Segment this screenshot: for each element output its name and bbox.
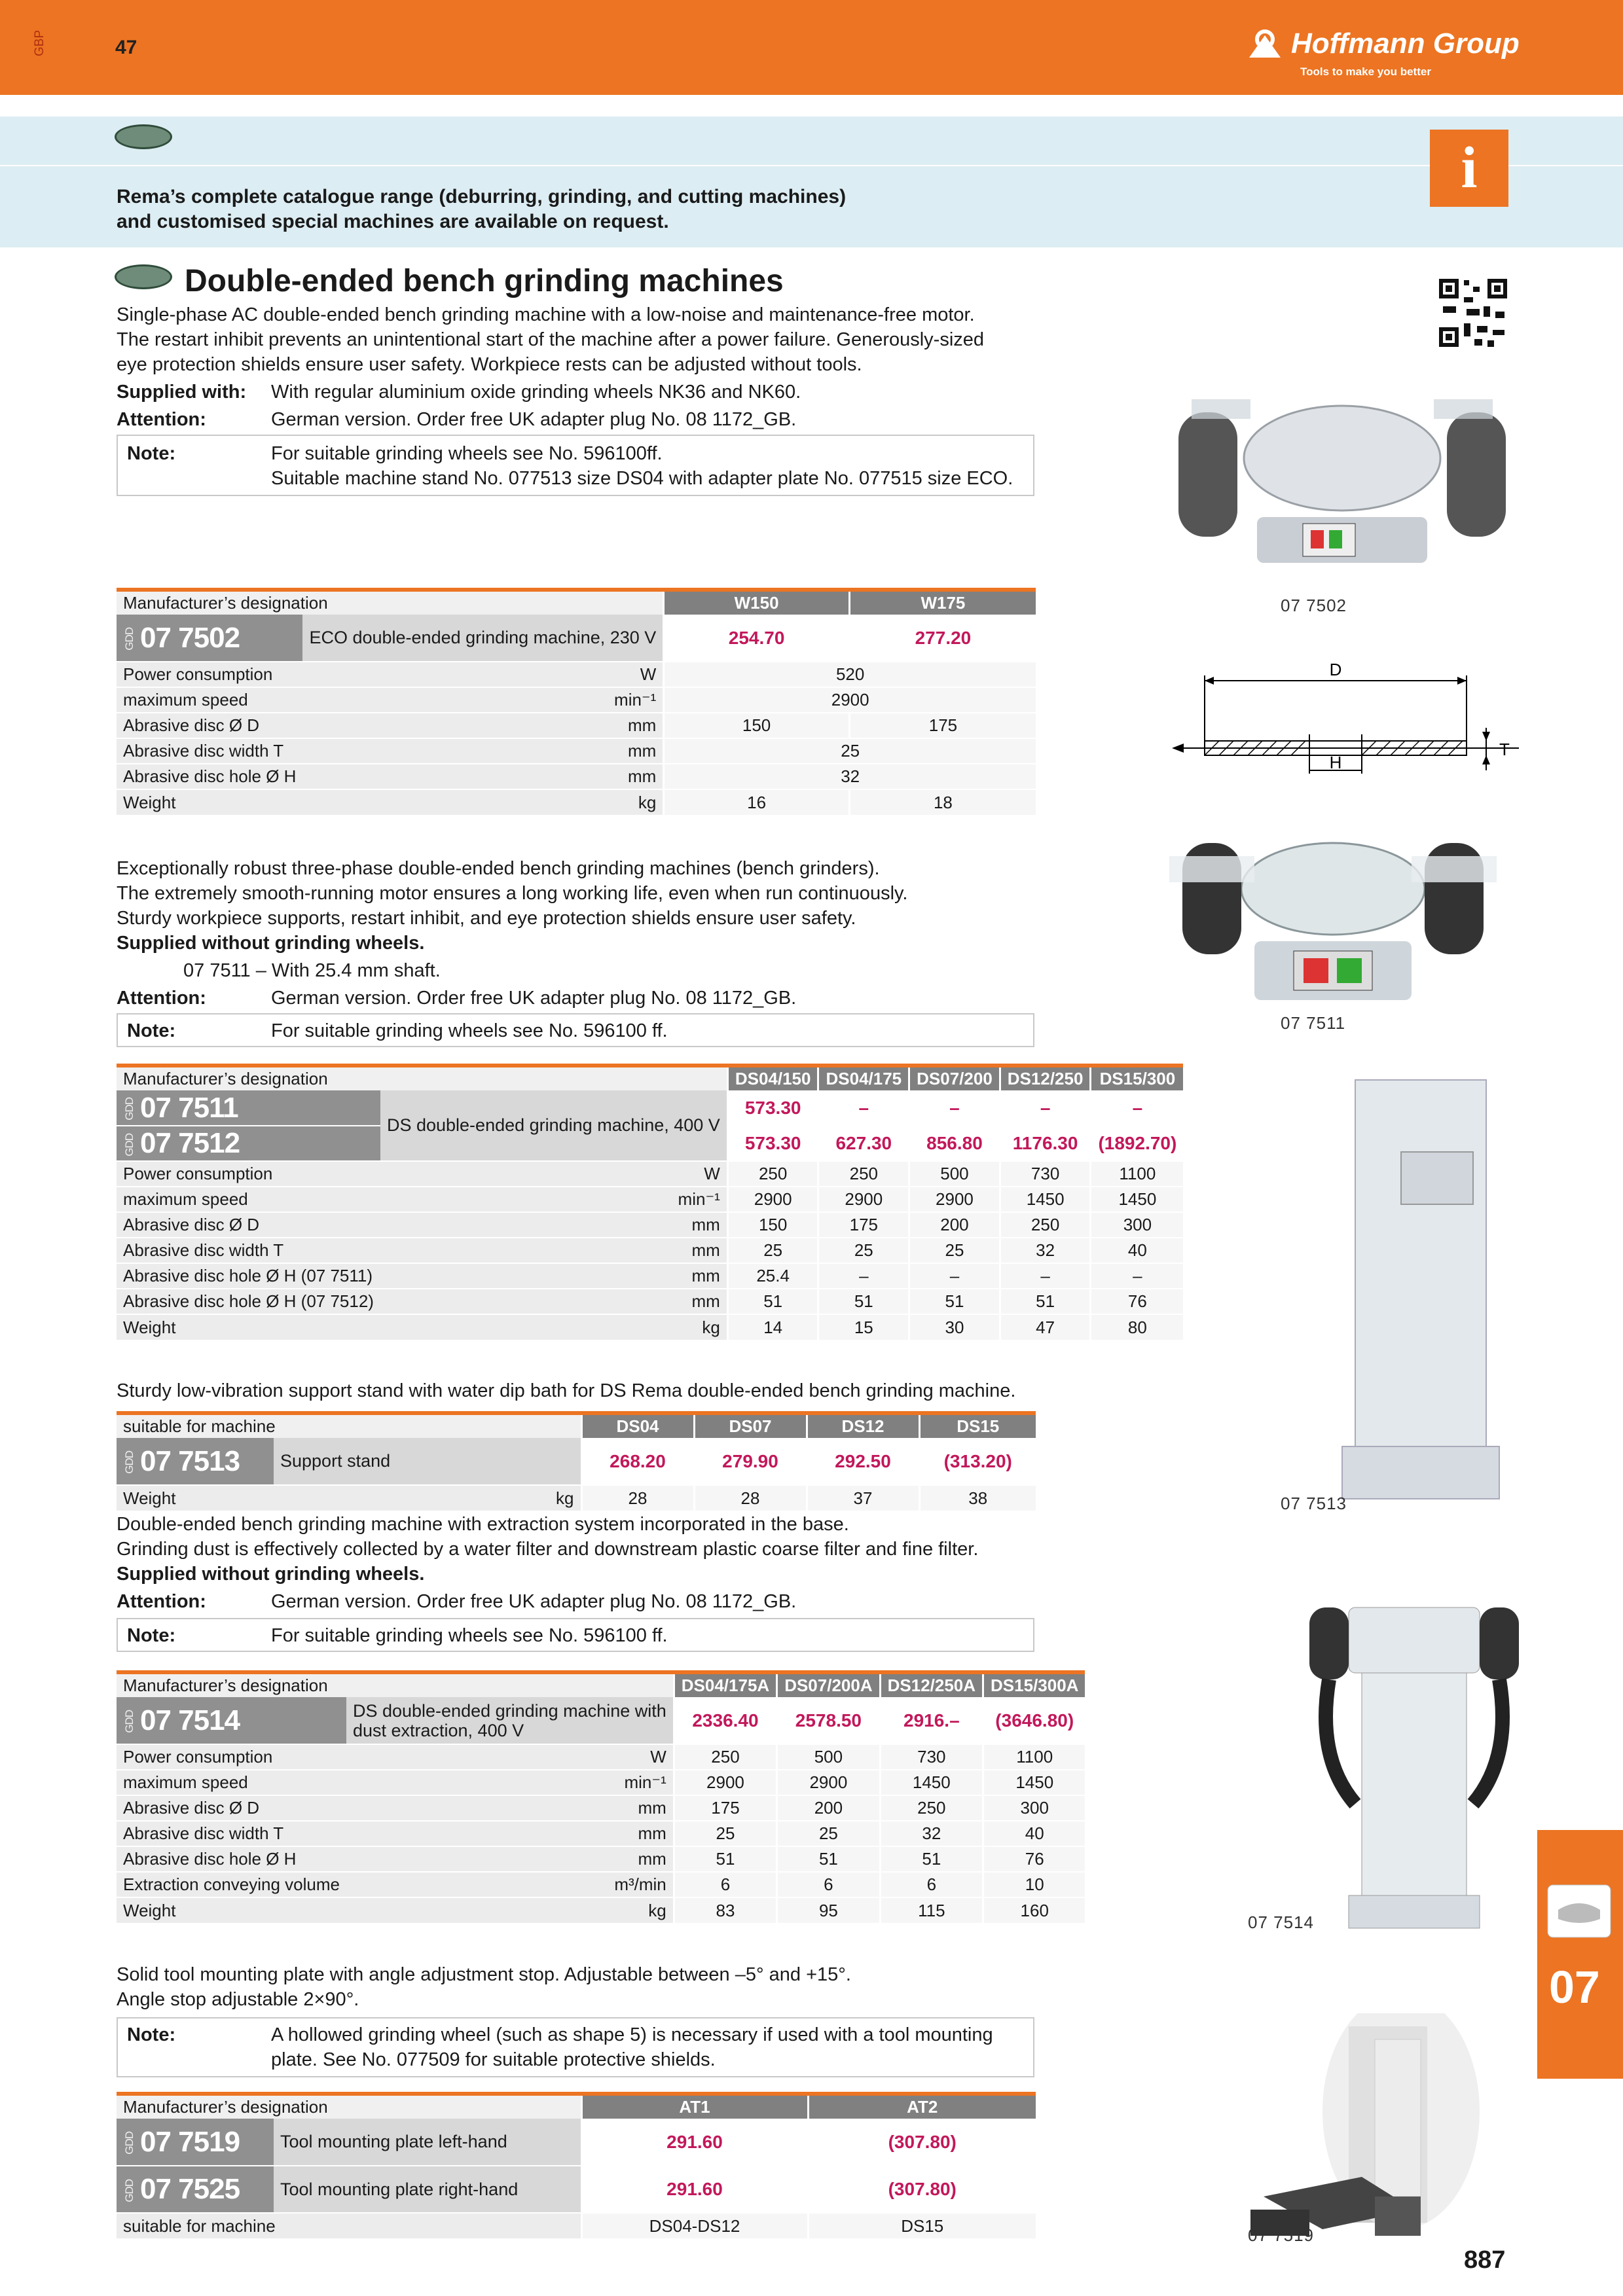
price: – bbox=[1091, 1090, 1183, 1126]
spec-value: 250 bbox=[727, 1161, 818, 1187]
block2-text bbox=[117, 856, 1046, 956]
spec-unit: mm bbox=[380, 1263, 727, 1289]
spec-label: Weight bbox=[117, 1897, 346, 1923]
price: – bbox=[818, 1090, 909, 1126]
spec-value: 32 bbox=[880, 1821, 983, 1846]
info-text bbox=[117, 185, 1033, 234]
section-intro bbox=[117, 302, 1046, 377]
price: 291.60 bbox=[581, 2119, 808, 2166]
col-header: W175 bbox=[849, 590, 1036, 615]
note-box bbox=[117, 1618, 1034, 1652]
spec-unit: mm bbox=[346, 1795, 674, 1821]
spec-unit: mm bbox=[380, 1289, 727, 1314]
spec-value: 1100 bbox=[983, 1744, 1085, 1770]
col-header: DS15/300A bbox=[983, 1672, 1085, 1697]
spec-value: – bbox=[1091, 1263, 1183, 1289]
product-desc: DS double-ended grinding machine, 400 V bbox=[380, 1090, 727, 1161]
article-number: GDD 07 7512 bbox=[117, 1126, 380, 1161]
spec-value: 2900 bbox=[777, 1770, 880, 1795]
table-077514 bbox=[117, 1670, 1085, 1923]
col-header: DS15 bbox=[919, 1413, 1036, 1438]
spec-value: 15 bbox=[818, 1314, 909, 1340]
caption-077519: 07 7519 bbox=[1248, 2225, 1314, 2245]
note-box bbox=[117, 1013, 1034, 1047]
spec-unit: mm bbox=[302, 764, 663, 789]
hoffmann-logo-icon bbox=[1247, 29, 1290, 59]
product-desc: DS double-ended grinding machine with dust extraction, 400 V bbox=[346, 1697, 674, 1744]
spec-value: 32 bbox=[664, 764, 1036, 789]
note-label: Note: bbox=[127, 2024, 176, 2045]
wheel-dimension-diagram bbox=[1172, 662, 1525, 793]
note-line-2: plate. See No. 077509 for suitable protective shields. bbox=[271, 2049, 716, 2070]
col-header: DS04/150 bbox=[727, 1066, 818, 1090]
text-line: Double-ended bench grinding machine with extraction system incorporated in the base. bbox=[117, 1514, 849, 1535]
spec-value: 175 bbox=[849, 713, 1036, 738]
spec-label: Extraction conveying volume bbox=[117, 1872, 346, 1897]
price: (1892.70) bbox=[1091, 1126, 1183, 1161]
intro-line-1: Single-phase AC double-ended bench grinding machine with a low-noise and maintenance-free motor. bbox=[117, 304, 975, 325]
spec-value: 25.4 bbox=[727, 1263, 818, 1289]
spec-label: Abrasive disc hole Ø H (07 7511) bbox=[117, 1263, 380, 1289]
text-line: Sturdy workpiece supports, restart inhibit, and eye protection shields ensure user safety. bbox=[117, 908, 856, 929]
price: (307.80) bbox=[808, 2166, 1036, 2213]
diagram-label-d: D bbox=[1329, 662, 1342, 679]
spec-value: 300 bbox=[983, 1795, 1085, 1821]
price: (307.80) bbox=[808, 2119, 1036, 2166]
spec-value: 14 bbox=[727, 1314, 818, 1340]
spec-value: 1450 bbox=[983, 1770, 1085, 1795]
col-header-label: Manufacturer’s designation bbox=[117, 1672, 674, 1697]
spec-unit: W bbox=[346, 1744, 674, 1770]
note-label: Note: bbox=[127, 443, 176, 464]
spec-value: 25 bbox=[909, 1238, 1000, 1263]
spec-value: 28 bbox=[581, 1485, 694, 1511]
spec-unit: mm bbox=[302, 738, 663, 764]
spec-unit: min⁻¹ bbox=[380, 1187, 727, 1212]
spec-value: 37 bbox=[807, 1485, 919, 1511]
spec-label: Weight bbox=[117, 1485, 274, 1511]
section-title: Double-ended bench grinding machines bbox=[185, 264, 784, 298]
col-header: DS12/250A bbox=[880, 1672, 983, 1697]
spec-unit: mm bbox=[346, 1846, 674, 1872]
spec-value: 730 bbox=[1000, 1161, 1091, 1187]
spec-value: 2900 bbox=[674, 1770, 776, 1795]
diagram-label-t: T bbox=[1499, 740, 1510, 759]
product-desc: Tool mounting plate right-hand bbox=[274, 2166, 581, 2213]
col-header-label: Manufacturer’s designation bbox=[117, 2094, 581, 2119]
info-line-1: Rema’s complete catalogue range (deburring, grinding, and cutting machines) bbox=[117, 186, 847, 207]
spec-unit: kg bbox=[346, 1897, 674, 1923]
article-number: GDD 07 7514 bbox=[117, 1697, 346, 1744]
note-line-2: Suitable machine stand No. 077513 size DS04 with adapter plate No. 077515 size ECO. bbox=[271, 468, 1013, 489]
col-header-label: Manufacturer’s designation bbox=[117, 1066, 727, 1090]
spec-value: 150 bbox=[727, 1212, 818, 1238]
table-077511-077512 bbox=[117, 1064, 1183, 1340]
spec-value: 730 bbox=[880, 1744, 983, 1770]
spec-value: 2900 bbox=[664, 687, 1036, 713]
spec-value: 10 bbox=[983, 1872, 1085, 1897]
spec-value: 6 bbox=[777, 1872, 880, 1897]
spec-value: 25 bbox=[727, 1238, 818, 1263]
spec-label: Abrasive disc width T bbox=[117, 738, 302, 764]
intro-line-3: eye protection shields ensure user safety. Workpiece rests can be adjusted without tools. bbox=[117, 354, 862, 375]
spec-unit: mm bbox=[346, 1821, 674, 1846]
spec-label: Abrasive disc hole Ø H bbox=[117, 1846, 346, 1872]
sub-note: 07 7511 – With 25.4 mm shaft. bbox=[183, 960, 441, 981]
supplied-label: Supplied with: bbox=[117, 382, 247, 403]
spec-label: Abrasive disc Ø D bbox=[117, 1795, 346, 1821]
note-box bbox=[117, 2017, 1034, 2077]
spec-label: Abrasive disc width T bbox=[117, 1821, 346, 1846]
price: (3646.80) bbox=[983, 1697, 1085, 1744]
spec-unit: min⁻¹ bbox=[346, 1770, 674, 1795]
col-header: DS04/175A bbox=[674, 1672, 776, 1697]
spec-value: 76 bbox=[983, 1846, 1085, 1872]
diagram-label-h: H bbox=[1329, 753, 1342, 772]
spec-value: 25 bbox=[674, 1821, 776, 1846]
support-stand-077513-image bbox=[1296, 1073, 1519, 1505]
price: – bbox=[1000, 1090, 1091, 1126]
spec-unit: min⁻¹ bbox=[302, 687, 663, 713]
price: 627.30 bbox=[818, 1126, 909, 1161]
supplied-text: With regular aluminium oxide grinding wheels NK36 and NK60. bbox=[271, 382, 801, 403]
table-077502 bbox=[117, 588, 1036, 815]
spec-unit: mm bbox=[380, 1212, 727, 1238]
price: 856.80 bbox=[909, 1126, 1000, 1161]
note-label: Note: bbox=[127, 1020, 176, 1041]
spec-label: Weight bbox=[117, 1314, 380, 1340]
spec-value: 18 bbox=[849, 789, 1036, 815]
block5-text bbox=[117, 1962, 1046, 2012]
col-header-label: suitable for machine bbox=[117, 1413, 581, 1438]
spec-value: 80 bbox=[1091, 1314, 1183, 1340]
spec-value: 520 bbox=[664, 662, 1036, 687]
price: 254.70 bbox=[664, 615, 850, 662]
spec-label: Power consumption bbox=[117, 662, 302, 687]
spec-unit: kg bbox=[274, 1485, 581, 1511]
spec-value: 25 bbox=[777, 1821, 880, 1846]
col-header: DS15/300 bbox=[1091, 1066, 1183, 1090]
text-line: Supplied without grinding wheels. bbox=[117, 933, 425, 954]
side-tag: GBP bbox=[33, 29, 46, 56]
spec-value: 1450 bbox=[1091, 1187, 1183, 1212]
col-header: DS12 bbox=[807, 1413, 919, 1438]
caption-077511: 07 7511 bbox=[1281, 1013, 1346, 1033]
spec-value: 51 bbox=[880, 1846, 983, 1872]
spec-value: DS04-DS12 bbox=[581, 2213, 808, 2238]
article-number: GDD 07 7511 bbox=[117, 1090, 380, 1126]
spec-label: Abrasive disc hole Ø H bbox=[117, 764, 302, 789]
spec-unit: mm bbox=[302, 713, 663, 738]
chapter-number: 07 bbox=[1549, 1962, 1600, 2013]
col-header: W150 bbox=[664, 590, 850, 615]
safety-goggles-icon bbox=[1546, 1884, 1612, 1939]
spec-value: – bbox=[818, 1263, 909, 1289]
spec-value: 6 bbox=[880, 1872, 983, 1897]
spec-unit: kg bbox=[380, 1314, 727, 1340]
col-header: DS04 bbox=[581, 1413, 694, 1438]
price: 2336.40 bbox=[674, 1697, 776, 1744]
price: 292.50 bbox=[807, 1438, 919, 1485]
spec-value: 175 bbox=[674, 1795, 776, 1821]
spec-value: 28 bbox=[694, 1485, 807, 1511]
col-header: AT2 bbox=[808, 2094, 1036, 2119]
attention-text: German version. Order free UK adapter plug No. 08 1172_GB. bbox=[271, 1591, 797, 1612]
text-line: Solid tool mounting plate with angle adjustment stop. Adjustable between –5° and +15°. bbox=[117, 1964, 851, 1985]
spec-value: – bbox=[909, 1263, 1000, 1289]
spec-label: Abrasive disc width T bbox=[117, 1238, 380, 1263]
spec-value: 30 bbox=[909, 1314, 1000, 1340]
spec-value: 250 bbox=[880, 1795, 983, 1821]
col-header: DS07/200 bbox=[909, 1066, 1000, 1090]
col-header-label: Manufacturer’s designation bbox=[117, 590, 664, 615]
spec-label: Weight bbox=[117, 789, 302, 815]
spec-value: 2900 bbox=[727, 1187, 818, 1212]
spec-value: 51 bbox=[909, 1289, 1000, 1314]
spec-unit: mm bbox=[380, 1238, 727, 1263]
article-number: GDD 07 7525 bbox=[117, 2166, 274, 2213]
attention-label: Attention: bbox=[117, 1591, 206, 1612]
spec-label: suitable for machine bbox=[117, 2213, 581, 2238]
spec-label: maximum speed bbox=[117, 1187, 380, 1212]
spec-value: 40 bbox=[983, 1821, 1085, 1846]
page-header bbox=[0, 0, 1623, 95]
block3-text: Sturdy low-vibration support stand with water dip bath for DS Rema double-ended bench grinding machine. bbox=[117, 1380, 1016, 1401]
spec-value: 51 bbox=[1000, 1289, 1091, 1314]
spec-value: 95 bbox=[777, 1897, 880, 1923]
attention-label: Attention: bbox=[117, 409, 206, 430]
spec-value: 1100 bbox=[1091, 1161, 1183, 1187]
block4-text bbox=[117, 1512, 1046, 1587]
spec-value: 175 bbox=[818, 1212, 909, 1238]
article-number: GDD 07 7519 bbox=[117, 2119, 274, 2166]
spec-value: 51 bbox=[818, 1289, 909, 1314]
grinder-077514-image bbox=[1303, 1594, 1525, 1935]
spec-value: 200 bbox=[777, 1795, 880, 1821]
price: 2916.– bbox=[880, 1697, 983, 1744]
article-number: GDD 07 7502 bbox=[117, 615, 302, 662]
spec-value: 250 bbox=[818, 1161, 909, 1187]
price: 268.20 bbox=[581, 1438, 694, 1485]
col-header: DS12/250 bbox=[1000, 1066, 1091, 1090]
spec-value: 2900 bbox=[818, 1187, 909, 1212]
article-number: GDD 07 7513 bbox=[117, 1438, 274, 1485]
spec-value: 25 bbox=[664, 738, 1036, 764]
note-label: Note: bbox=[127, 1625, 176, 1646]
spec-value: 250 bbox=[1000, 1212, 1091, 1238]
spec-label: maximum speed bbox=[117, 687, 302, 713]
col-header: DS07/200A bbox=[777, 1672, 880, 1697]
attention-text: German version. Order free UK adapter plug No. 08 1172_GB. bbox=[271, 409, 797, 430]
spec-value: 160 bbox=[983, 1897, 1085, 1923]
text-line: Supplied without grinding wheels. bbox=[117, 1564, 425, 1585]
table-077519-077525 bbox=[117, 2092, 1036, 2238]
price: (313.20) bbox=[919, 1438, 1036, 1485]
product-desc: Tool mounting plate left-hand bbox=[274, 2119, 581, 2166]
spec-value: 1450 bbox=[880, 1770, 983, 1795]
grinder-077502-image bbox=[1172, 386, 1512, 569]
spec-value: 300 bbox=[1091, 1212, 1183, 1238]
page-label: 47 bbox=[115, 37, 137, 58]
caption-077513: 07 7513 bbox=[1281, 1494, 1347, 1513]
brand-name: Hoffmann Group bbox=[1291, 27, 1520, 60]
price: 279.90 bbox=[694, 1438, 807, 1485]
spec-value: 2900 bbox=[909, 1187, 1000, 1212]
col-header: DS04/175 bbox=[818, 1066, 909, 1090]
caption-077514: 07 7514 bbox=[1248, 1912, 1314, 1932]
price: 573.30 bbox=[727, 1126, 818, 1161]
info-band bbox=[0, 117, 1623, 247]
spec-value: 83 bbox=[674, 1897, 776, 1923]
table-077513 bbox=[117, 1411, 1036, 1511]
spec-value: 500 bbox=[777, 1744, 880, 1770]
spec-label: maximum speed bbox=[117, 1770, 346, 1795]
spec-unit: W bbox=[380, 1161, 727, 1187]
spec-value: 250 bbox=[674, 1744, 776, 1770]
spec-value: 51 bbox=[674, 1846, 776, 1872]
rema-logo-icon bbox=[115, 264, 172, 289]
price: 573.30 bbox=[727, 1090, 818, 1126]
spec-label: Abrasive disc hole Ø H (07 7512) bbox=[117, 1289, 380, 1314]
spec-value: 16 bbox=[664, 789, 850, 815]
spec-value: 40 bbox=[1091, 1238, 1183, 1263]
tool-mounting-plate-077519-image bbox=[1244, 2013, 1480, 2249]
spec-value: 32 bbox=[1000, 1238, 1091, 1263]
spec-value: 51 bbox=[777, 1846, 880, 1872]
price: 277.20 bbox=[849, 615, 1036, 662]
qr-code-icon bbox=[1438, 278, 1508, 348]
rema-logo-icon bbox=[115, 124, 172, 149]
attention-text: German version. Order free UK adapter plug No. 08 1172_GB. bbox=[271, 988, 797, 1009]
brand-slogan: Tools to make you better bbox=[1300, 65, 1431, 78]
spec-value: 115 bbox=[880, 1897, 983, 1923]
spec-unit: W bbox=[302, 662, 663, 687]
spec-value: 200 bbox=[909, 1212, 1000, 1238]
page-number: 887 bbox=[1464, 2246, 1506, 2274]
spec-value: 38 bbox=[919, 1485, 1036, 1511]
note-text: For suitable grinding wheels see No. 596100 ff. bbox=[271, 1625, 668, 1646]
text-line: Grinding dust is effectively collected by a water filter and downstream plastic coarse filter and fine filter. bbox=[117, 1539, 979, 1560]
info-line-2: and customised special machines are available on request. bbox=[117, 211, 669, 232]
spec-label: Abrasive disc Ø D bbox=[117, 713, 302, 738]
spec-label: Power consumption bbox=[117, 1161, 380, 1187]
chapter-tab[interactable] bbox=[1537, 1830, 1623, 2079]
spec-value: 6 bbox=[674, 1872, 776, 1897]
spec-unit: m³/min bbox=[346, 1872, 674, 1897]
spec-label: Power consumption bbox=[117, 1744, 346, 1770]
attention-label: Attention: bbox=[117, 988, 206, 1009]
price: 2578.50 bbox=[777, 1697, 880, 1744]
price: 291.60 bbox=[581, 2166, 808, 2213]
text-line: The extremely smooth-running motor ensures a long working life, even when run continuously. bbox=[117, 883, 908, 904]
text-line: Exceptionally robust three-phase double-ended bench grinding machines (bench grinders). bbox=[117, 858, 880, 879]
product-desc: ECO double-ended grinding machine, 230 V bbox=[302, 615, 663, 662]
info-divider bbox=[0, 165, 1623, 166]
col-header: AT1 bbox=[581, 2094, 808, 2119]
note-text: For suitable grinding wheels see No. 596100 ff. bbox=[271, 1020, 668, 1041]
spec-value: – bbox=[1000, 1263, 1091, 1289]
note-line-1: A hollowed grinding wheel (such as shape 5) is necessary if used with a tool mounting bbox=[271, 2024, 993, 2045]
spec-value: 500 bbox=[909, 1161, 1000, 1187]
spec-value: 1450 bbox=[1000, 1187, 1091, 1212]
note-box bbox=[117, 435, 1034, 496]
spec-value: DS15 bbox=[808, 2213, 1036, 2238]
spec-label: Abrasive disc Ø D bbox=[117, 1212, 380, 1238]
col-header: DS07 bbox=[694, 1413, 807, 1438]
intro-line-2: The restart inhibit prevents an unintentional start of the machine after a power failure. Generously-sized bbox=[117, 329, 985, 350]
spec-value: 51 bbox=[727, 1289, 818, 1314]
note-line-1: For suitable grinding wheels see No. 596100ff. bbox=[271, 443, 663, 464]
spec-value: 47 bbox=[1000, 1314, 1091, 1340]
spec-value: 76 bbox=[1091, 1289, 1183, 1314]
product-desc: Support stand bbox=[274, 1438, 581, 1485]
info-icon: i bbox=[1430, 130, 1508, 207]
spec-value: 25 bbox=[818, 1238, 909, 1263]
text-line: Angle stop adjustable 2×90°. bbox=[117, 1989, 359, 2010]
caption-077502: 07 7502 bbox=[1281, 596, 1347, 615]
grinder-077511-image bbox=[1169, 830, 1497, 1007]
price: 1176.30 bbox=[1000, 1126, 1091, 1161]
spec-value: 150 bbox=[664, 713, 850, 738]
price: – bbox=[909, 1090, 1000, 1126]
spec-unit: kg bbox=[302, 789, 663, 815]
